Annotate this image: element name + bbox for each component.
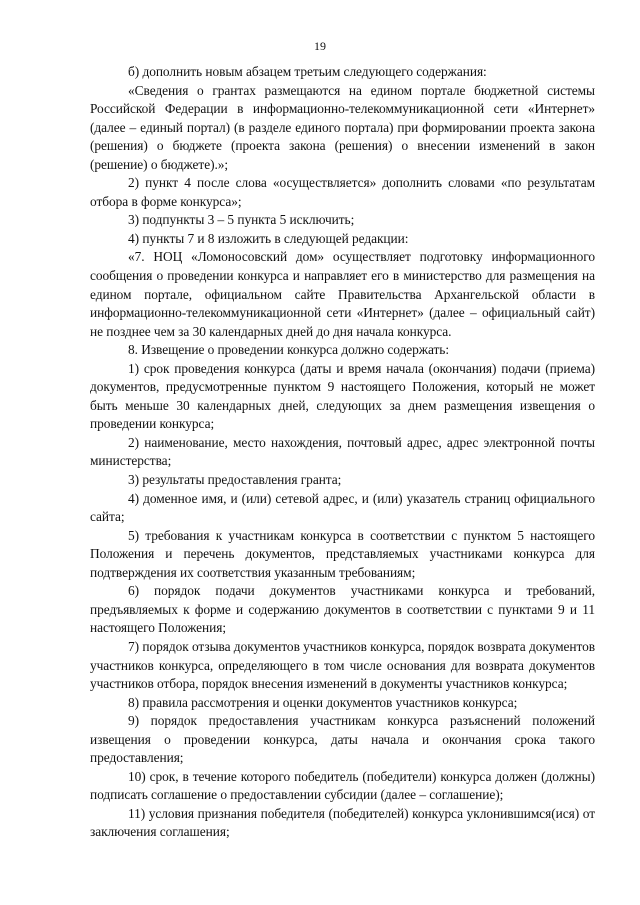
paragraph: 3) подпункты 3 – 5 пункта 5 исключить; [128, 212, 355, 228]
paragraph: 6) порядок подачи документов участниками конкурса и требований, предъявляемых к форме и содержанию документов в соответствии с пунктами 9 и 11 настоящего Положения; [90, 583, 595, 636]
paragraph: 11) условия признания победителя (победителей) конкурса уклонившимся(ися) от заключения соглашения; [90, 805, 595, 840]
paragraph: 5) требования к участникам конкурса в соответствии с пунктом 5 настоящего Положения и перечень документов, представляемых участниками конкурса для подтверждения их соответствия указанным требованиям; [90, 527, 595, 580]
paragraph: 8) правила рассмотрения и оценки документов участников конкурса; [128, 694, 518, 710]
paragraph: 3) результаты предоставления гранта; [128, 472, 342, 488]
paragraph: 10) срок, в течение которого победитель (победители) конкурса должен (должны) подписать соглашение о предоставлении субсидии (далее – соглашение); [90, 768, 595, 803]
paragraph: 1) срок проведения конкурса (даты и время начала (окончания) подачи (приема) документов, предусмотренные пунктом 9 настоящего Положения, который не может быть меньше 30 календарных дней, следующих за днем размещения извещения о проведении конкурса; [90, 360, 595, 432]
paragraph: 8. Извещение о проведении конкурса должно содержать: [128, 342, 450, 358]
paragraph: 2) пункт 4 после слова «осуществляется» дополнить словами «по результатам отбора в форме конкурса»; [90, 175, 595, 209]
paragraph: 4) пункты 7 и 8 изложить в следующей редакции: [128, 230, 409, 246]
paragraph: «7. НОЦ «Ломоносовский дом» осуществляет подготовку информационного сообщения о проведении конкурса и направляет его в министерство для размещения на едином портале, официальном сайте Правительства Архангельской области в информационно-телекоммуникационной сети «Интернет» (далее – официальный сайт) не позднее чем за 30 календарных дней до дня начала конкурса. [90, 249, 595, 339]
paragraph: 2) наименование, место нахождения, почтовый адрес, адрес электронной почты министерства; [90, 434, 595, 469]
paragraph: 7) порядок отзыва документов участников конкурса, порядок возврата документов участников конкурса, определяющего в том числе основания для возврата документов участников отбора, порядок внесения изменений в документы участников конкурса; [90, 638, 595, 692]
paragraph: б) дополнить новым абзацем третьим следующего содержания: [128, 64, 487, 79]
paragraph: 4) доменное имя, и (или) сетевой адрес, и (или) указатель страниц официального сайта; [90, 490, 595, 525]
paragraph: 9) порядок предоставления участникам конкурса разъяснений положений извещения о проведении конкурса, даты начала и окончания срока такого предоставления; [90, 713, 595, 766]
page-number: 19 [314, 39, 326, 53]
paragraph: «Сведения о грантах размещаются на едином портале бюджетной системы Российской Федерации в информационно-телекоммуникационной сети «Интернет» (далее – единый портал) (в разделе единого портала) при формировании проекта закона (решения) о бюджете (проекта закона (решения) о внесении изменений в закон (решение) о бюджете).»; [90, 82, 595, 172]
document-body [90, 63, 595, 842]
